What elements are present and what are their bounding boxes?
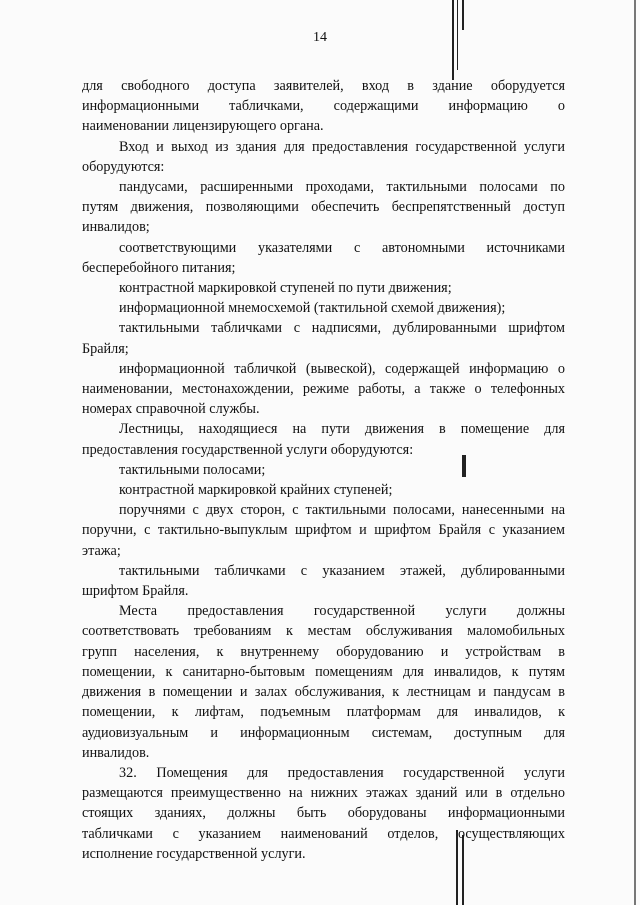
text-line: наименовании лицензирующего органа.	[82, 118, 324, 135]
text-line: табличками с указанием наименований отделов, осуществляющих	[82, 825, 565, 842]
text-line: информационными табличками, содержащими информацию о	[82, 98, 565, 115]
text-line: оборудуются:	[82, 158, 165, 175]
text-line: этажа;	[82, 542, 121, 559]
text-line: инвалидов;	[82, 219, 150, 236]
scan-line	[452, 0, 454, 80]
scan-line	[634, 0, 636, 905]
text-line: помещении, к санитарно-бытовым помещениям для инвалидов, к путям	[82, 663, 565, 680]
text-line: шрифтом Брайля.	[82, 583, 189, 600]
text-line: контрастной маркировкой крайних ступеней;	[119, 482, 393, 499]
text-line: тактильными табличками с указанием этажей, дублированными	[119, 562, 565, 579]
text-line: бесперебойного питания;	[82, 259, 236, 276]
text-line: Лестницы, находящиеся на пути движения в помещение для	[119, 421, 565, 438]
text-line: поручни, с тактильно-выпуклым шрифтом и шрифтом Брайля с указанием	[82, 522, 565, 539]
text-line: Вход и выход из здания для предоставления государственной услуги	[119, 138, 565, 155]
text-line: Места предоставления государственной услуги должны	[119, 603, 565, 620]
text-line: инвалидов.	[82, 744, 150, 761]
text-line: движения в помещении и залах обслуживания, к лестницам и пандусам в	[82, 684, 565, 701]
text-line: информационной мнемосхемой (тактильной схемой движения);	[119, 300, 506, 317]
text-line: соответствующими указателями с автономными источниками	[119, 239, 565, 256]
text-line: Брайля;	[82, 340, 129, 357]
page-number: 14	[313, 30, 327, 45]
text-line: помещении, к лифтам, подъемным платформам для инвалидов, к	[82, 704, 565, 721]
scan-line	[457, 0, 458, 70]
text-line: групп населения, к внутреннему оборудованию и устройствам в	[82, 643, 565, 660]
text-line: для свободного доступа заявителей, вход в здание оборудуется	[82, 78, 565, 94]
text-line: предоставления государственной услуги оборудуются:	[82, 441, 414, 458]
text-line: путям движения, позволяющими обеспечить беспрепятственный доступ	[82, 199, 565, 216]
scan-line	[462, 0, 464, 30]
text-line: наименовании, местонахождении, режиме работы, а также о телефонных	[82, 381, 565, 398]
text-line: поручнями с двух сторон, с тактильными полосами, нанесенными на	[119, 502, 565, 519]
text-line: стоящих зданиях, должны быть оборудованы информационными	[82, 805, 565, 822]
text-line: тактильными полосами;	[119, 461, 266, 478]
text-line: 32. Помещения для предоставления государственной услуги	[119, 764, 565, 781]
text-line: номерах справочной службы.	[82, 401, 260, 418]
body-text	[82, 76, 565, 864]
text-line: тактильными табличками с надписями, дублированными шрифтом	[119, 320, 565, 337]
text-line: размещаются преимущественно на нижних этажах зданий или в отдельно	[82, 785, 565, 802]
text-line: исполнение государственной услуги.	[82, 845, 306, 862]
text-line: соответствовать требованиям к местам обслуживания маломобильных	[82, 623, 565, 640]
text-line: информационной табличкой (вывеской), содержащей информацию о	[119, 360, 565, 377]
text-line: аудиовизуальным и информационным системам, доступным для	[82, 724, 565, 741]
text-line: пандусами, расширенными проходами, тактильными полосами по	[119, 179, 565, 196]
text-line: контрастной маркировкой ступеней по пути движения;	[119, 280, 452, 297]
